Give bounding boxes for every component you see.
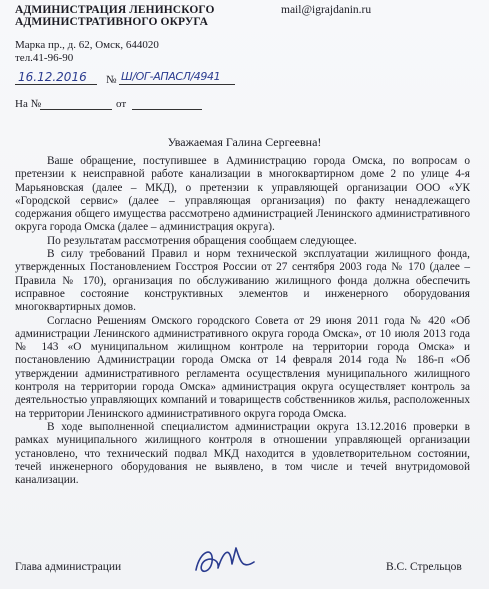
org-name-line-1: АДМИНИСТРАЦИЯ ЛЕНИНСКОГО [15,4,215,16]
handwritten-signature [190,540,260,580]
address-line: Марка пр., д. 62, Омск, 644020 [15,39,159,51]
date-underline [15,84,97,85]
registration-date: 16.12.2016 [18,70,87,84]
registration-number: Ш/ОГ-АПАСЛ/4941 [121,70,221,83]
reference-number-label: На № [15,98,42,110]
registration-row [15,72,315,88]
number-underline [119,84,235,85]
number-sign: № [106,74,117,86]
signatory-title: Глава администрации [15,561,122,573]
reference-row [15,98,315,112]
paragraph: Ваше обращение, поступившее в Администрацию города Омска, по вопросам о претензии к неисправной работе канализации в многоквартирном доме 2 по улице 4-я Марьяновская (далее – МКД), о претензии к управляющей организации ООО «УК «Городской сервис» (далее – управляющая организация) по факту ненадлежащего содержания общего имущества рассмотрено администрацией Ленинского административного округа города Омска (далее – администрация округа). [15,155,470,234]
paragraph: По результатам рассмотрения обращения сообщаем следующее. [47,234,357,247]
signatory-name: В.С. Стрельцов [386,561,462,573]
paragraph: В ходе выполненной специалистом администрации округа 13.12.2016 проверки в рамках муниципального жилищного контроля в отношении управляющей организации установлено, что технический подвал МКД находится в удовлетворительном состоянии, течей инженерного оборудования не выявлено, в том числе и течей внутридомовой канализации. [15,420,470,487]
paragraph: В силу требований Правил и норм технической эксплуатации жилищного фонда, утвержденных Постановлением Госстроя России от 27 сентября 2003 года № 170 (далее – Правила № 170), организация по обслуживанию жилищного фонда должна обеспечить исправное состояние конструктивных элементов и инженерного оборудования многоквартирных домов. [15,248,470,314]
organization-header [15,4,215,28]
salutation: Уважаемая Галина Сергеевна! [167,135,322,149]
reference-date-label: от [116,98,127,110]
letter-body [15,155,470,487]
phone-line: тел.41-96-90 [15,52,74,64]
email-address: mail@igrajdanin.ru [281,4,372,16]
address-block [15,39,159,65]
reference-date-blank [132,109,202,110]
org-name-line-2: АДМИНИСТРАТИВНОГО ОКРУГА [15,16,208,28]
paragraph: Согласно Решениям Омского городского Совета от 29 июня 2011 года № 420 «Об администрации Ленинского административного округа города Омска», от 10 июля 2013 года № 143 «О муниципальном жилищном контроле на территории города Омска» и постановлению Администрации города Омска от 14 февраля 2014 года № 186-п «Об утверждении административного регламента осуществления муниципального жилищного контроля на территории города Омска» администрация округа осуществляет контроль за деятельностью управляющих компаний и товариществ собственников жилья, расположенных на территории Ленинского административного округа города Омска. [15,314,470,420]
reference-number-blank [40,109,112,110]
